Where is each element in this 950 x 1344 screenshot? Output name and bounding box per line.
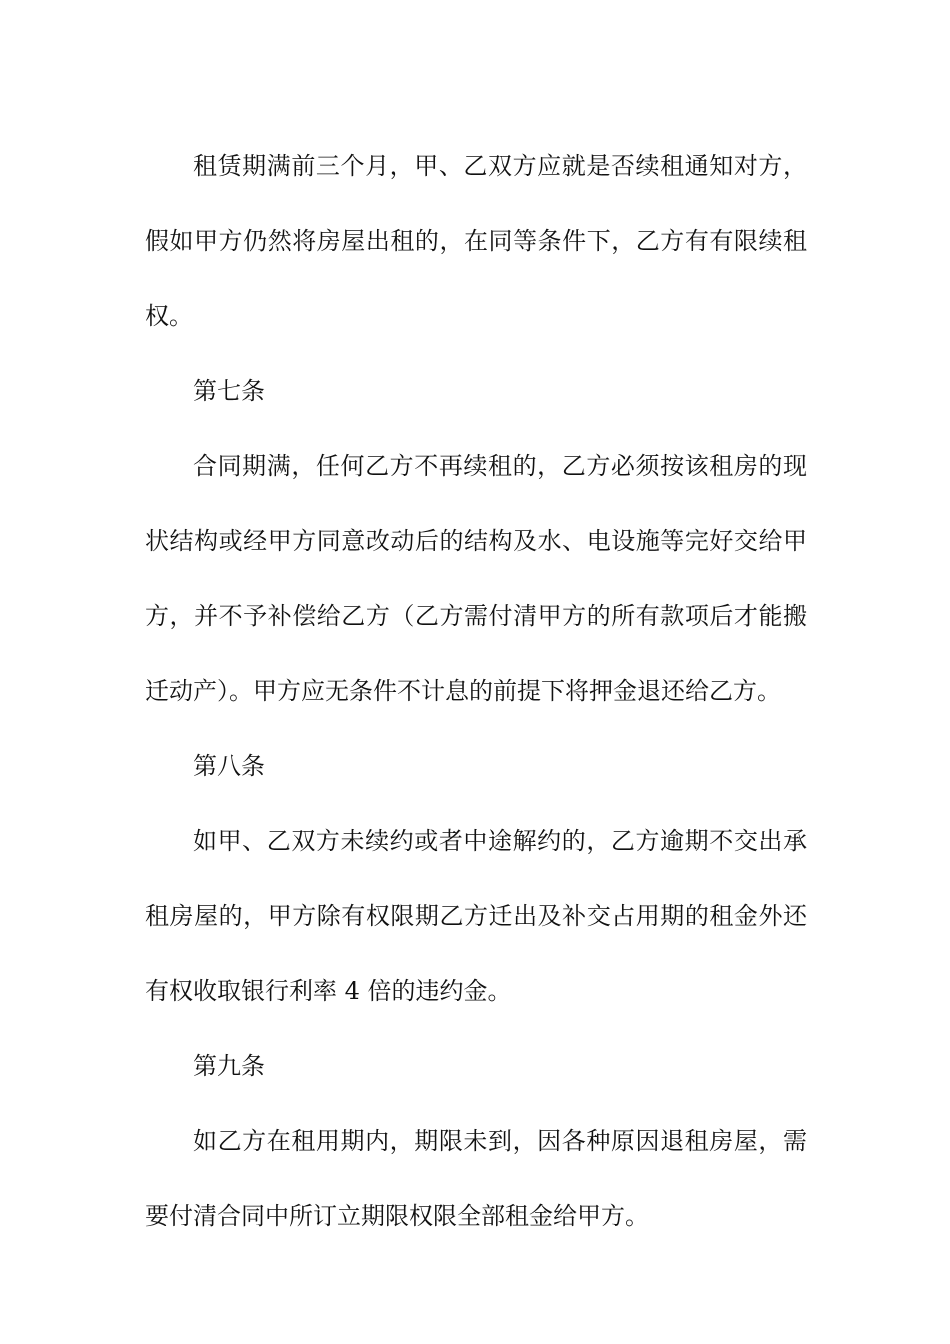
paragraph-line: 租赁期满前三个月，甲、乙双方应就是否续租通知对方， (193, 152, 807, 180)
paragraph-line: 如乙方在租用期内，期限未到，因各种原因退租房屋，需 (193, 1127, 807, 1155)
paragraph-line: 方，并不予补偿给乙方（乙方需付清甲方的所有款项后才能搬 (145, 602, 807, 630)
paragraph-line: 状结构或经甲方同意改动后的结构及水、电设施等完好交给甲 (145, 527, 807, 555)
paragraph-line: 有权收取银行利率 4 倍的违约金。 (145, 977, 512, 1005)
paragraph-line: 权。 (145, 302, 193, 330)
paragraph-line: 合同期满，任何乙方不再续租的，乙方必须按该租房的现 (193, 452, 807, 480)
paragraph-line: 假如甲方仍然将房屋出租的，在同等条件下，乙方有有限续租 (145, 227, 807, 255)
article-heading: 第八条 (193, 752, 265, 780)
document-body (145, 129, 807, 1254)
paragraph-line: 租房屋的，甲方除有权限期乙方迁出及补交占用期的租金外还 (145, 902, 807, 930)
paragraph-line: 如甲、乙双方未续约或者中途解约的，乙方逾期不交出承 (193, 827, 807, 855)
paragraph-line: 迁动产）。甲方应无条件不计息的前提下将押金退还给乙方。 (145, 677, 781, 705)
article-heading: 第七条 (193, 377, 265, 405)
article-heading: 第九条 (193, 1052, 265, 1080)
paragraph-line: 要付清合同中所订立期限权限全部租金给甲方。 (145, 1202, 649, 1230)
